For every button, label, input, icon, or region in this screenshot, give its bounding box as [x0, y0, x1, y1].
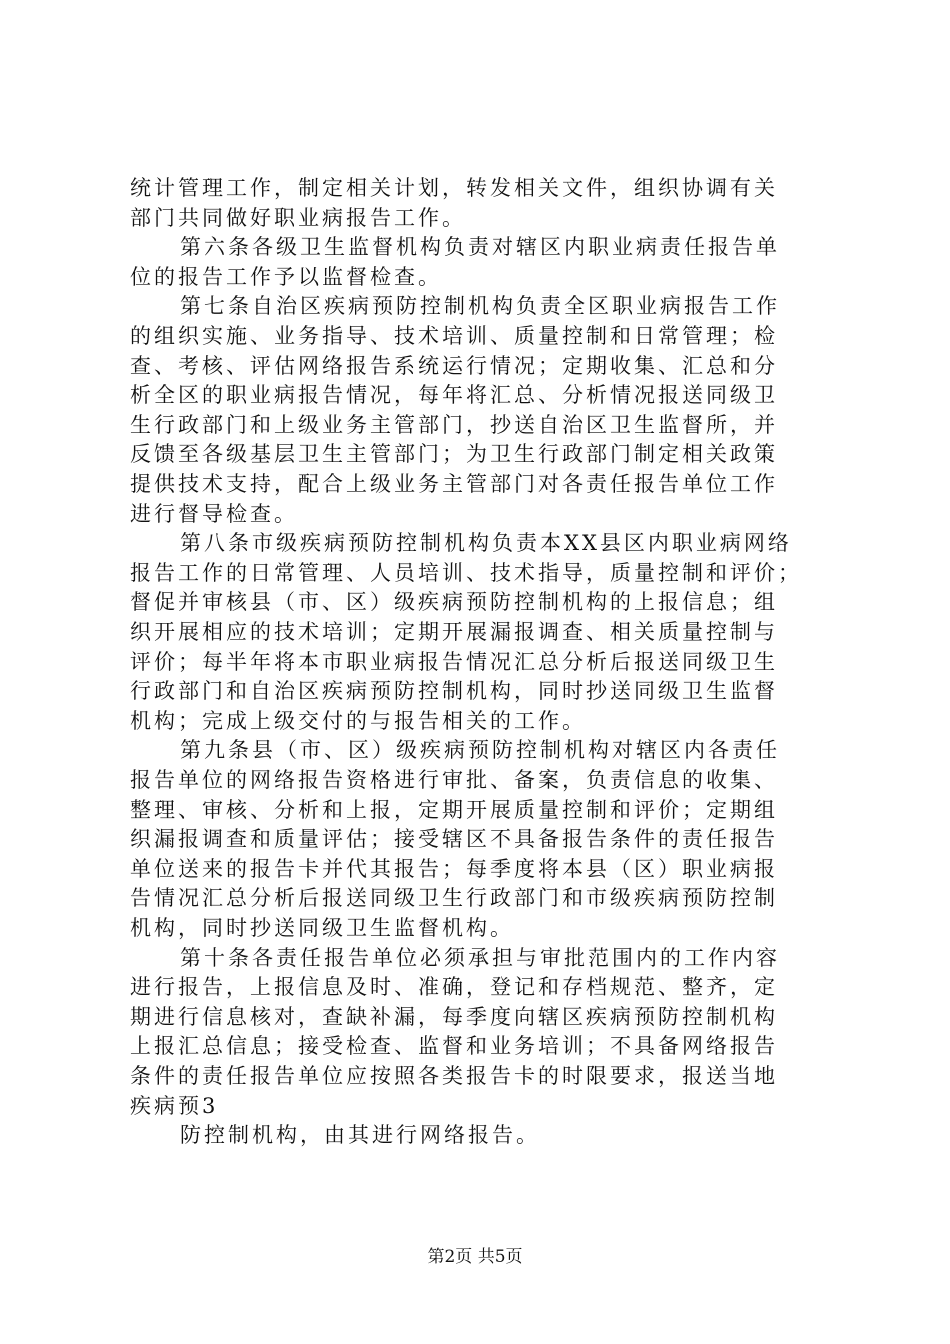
text-line: 反馈至各级基层卫生主管部门；为卫生行政部门制定相关政策: [130, 442, 778, 467]
text-line: 提供技术支持，配合上级业务主管部门对各责任报告单位工作: [130, 472, 778, 496]
text-line: 报告单位的网络报告资格进行审批、备案，负责信息的收集、: [130, 768, 778, 792]
text-line: 机构，同时抄送同级卫生监督机构。: [130, 916, 514, 940]
text-line: 单位送来的报告卡并代其报告；每季度将本县（区）职业病报: [130, 856, 778, 881]
text-line: 查、考核、评估网络报告系统运行情况；定期收集、汇总和分: [130, 353, 778, 378]
text-line: 进行报告，上报信息及时、准确，登记和存档规范、整齐，定: [130, 975, 778, 1000]
text-line: 析全区的职业病报告情况，每年将汇总、分析情况报送同级卫: [130, 383, 778, 408]
text-line: 生行政部门和上级业务主管部门，抄送自治区卫生监督所，并: [130, 412, 778, 437]
text-line: 督促并审核县（市、区）级疾病预防控制机构的上报信息；组: [130, 590, 778, 615]
text-line: 上报汇总信息；接受检查、监督和业务培训；不具备网络报告: [130, 1034, 778, 1059]
text-line: 评价；每半年将本市职业病报告情况汇总分析后报送同级卫生: [130, 649, 778, 674]
page-number-footer: 第2页 共5页: [427, 1247, 523, 1267]
text-line: 位的报告工作予以监督检查。: [130, 264, 442, 289]
text-line: 织开展相应的技术培训；定期开展漏报调查、相关质量控制与: [130, 620, 778, 644]
text-line: 疾病预3: [130, 1093, 219, 1118]
text-line: 第七条自治区疾病预防控制机构负责全区职业病报告工作: [180, 294, 780, 319]
text-line: 机构；完成上级交付的与报告相关的工作。: [130, 708, 586, 733]
text-line: 部门共同做好职业病报告工作。: [130, 205, 466, 230]
text-line: 行政部门和自治区疾病预防控制机构，同时抄送同级卫生监督: [130, 679, 778, 704]
text-line: 告情况汇总分析后报送同级卫生行政部门和市级疾病预防控制: [130, 886, 778, 911]
text-line: 条件的责任报告单位应按照各类报告卡的时限要求，报送当地: [130, 1064, 778, 1088]
text-line: 防控制机构，由其进行网络报告。: [180, 1123, 540, 1148]
text-line: 进行督导检查。: [130, 501, 298, 526]
text-line: 报告工作的日常管理、人员培训、技术指导，质量控制和评价；: [130, 560, 802, 585]
text-line: 统计管理工作，制定相关计划，转发相关文件，组织协调有关: [130, 176, 778, 200]
text-line: 整理、审核、分析和上报，定期开展质量控制和评价；定期组: [130, 797, 778, 822]
text-line: 的组织实施、业务指导、技术培训、质量控制和日常管理；检: [130, 324, 778, 348]
text-line: 期进行信息核对，查缺补漏，每季度向辖区疾病预防控制机构: [130, 1004, 778, 1029]
text-line: 织漏报调查和质量评估；接受辖区不具备报告条件的责任报告: [130, 827, 778, 852]
text-line: 第六条各级卫生监督机构负责对辖区内职业病责任报告单: [180, 235, 780, 260]
text-line: 第十条各责任报告单位必须承担与审批范围内的工作内容: [180, 945, 780, 970]
text-line: 第九条县（市、区）级疾病预防控制机构对辖区内各责任: [180, 738, 780, 763]
text-line: 第八条市级疾病预防控制机构负责本XX县区内职业病网络: [180, 531, 792, 556]
